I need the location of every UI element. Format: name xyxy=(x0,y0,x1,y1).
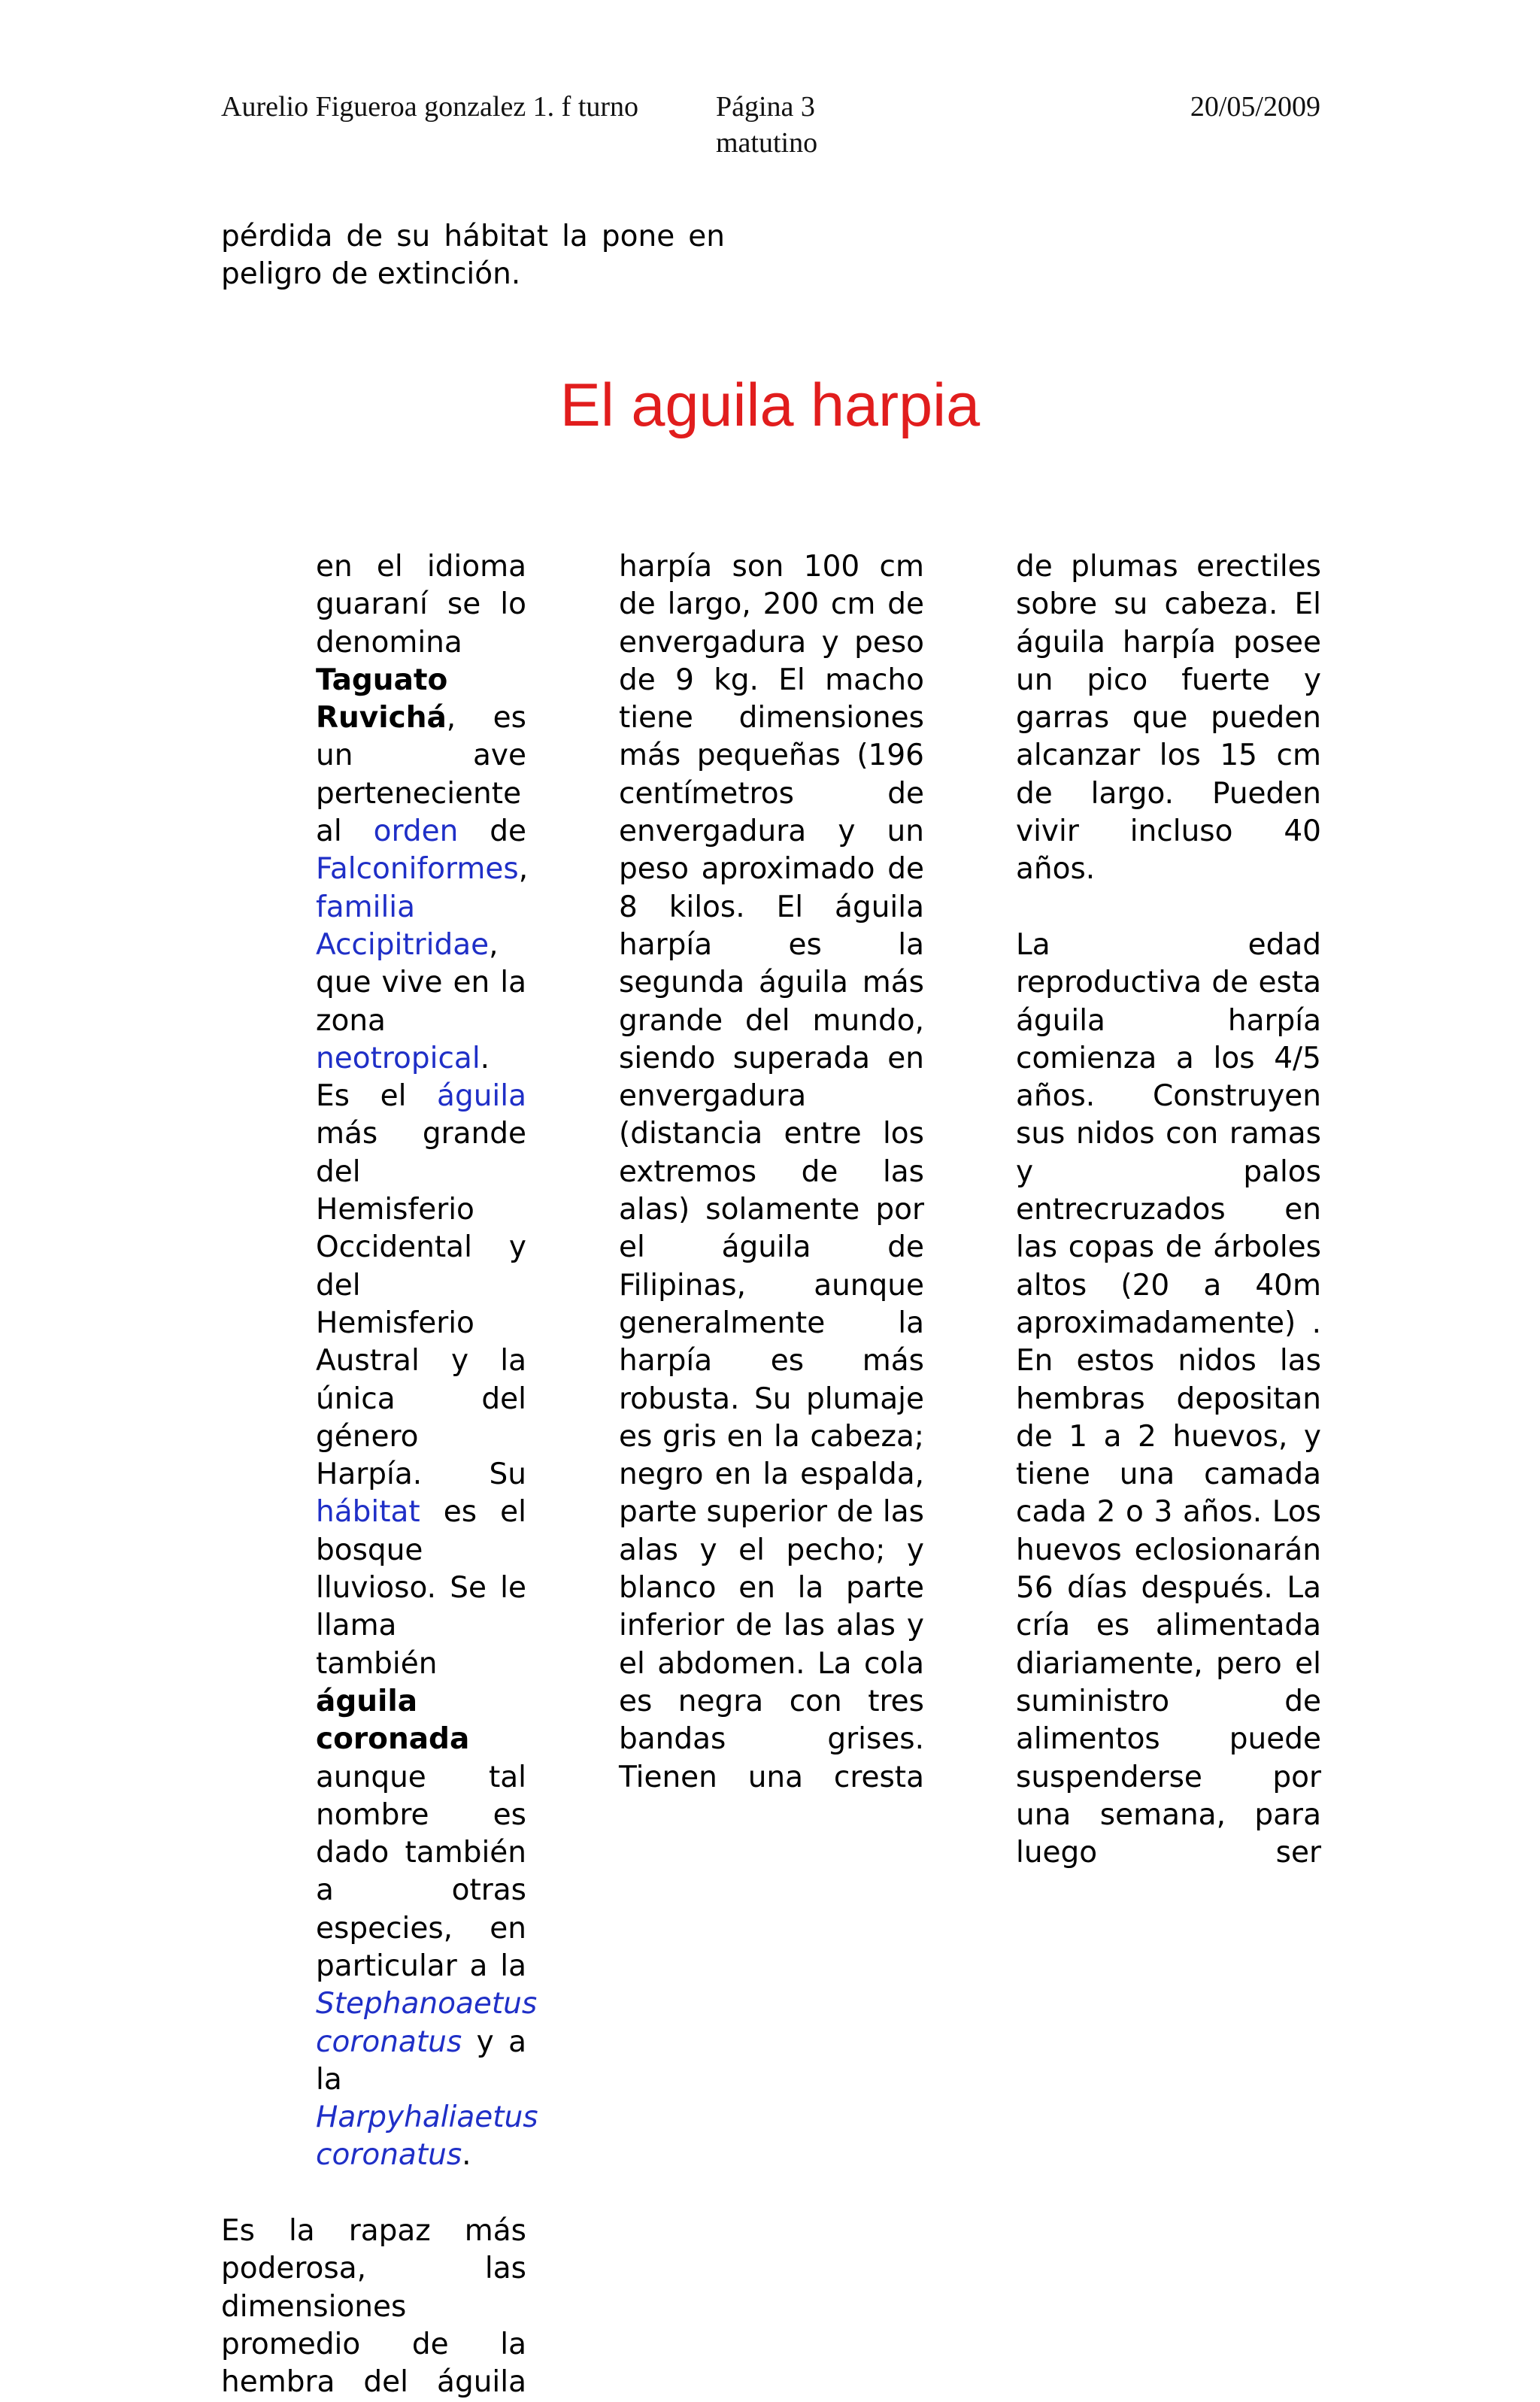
text-span: aunque tal nombre es dado también a otras especies, en particular a la xyxy=(316,1760,526,1983)
text-span: , es un ave perteneciente al xyxy=(316,701,526,849)
text-span: . xyxy=(462,2138,471,2173)
header-shift: matutino xyxy=(716,127,818,159)
text-span: . Es el xyxy=(316,1041,490,1114)
column-1-paragraph-2: Es la rapaz más poderosa, las dimensiones promedio de la hembra del águila xyxy=(221,2214,526,2400)
link-aguila[interactable]: águila xyxy=(437,1079,526,1114)
bold-term-aguila-coronada: águila coronada xyxy=(316,1684,470,1757)
text-span: y a la xyxy=(316,2024,526,2097)
column-1-paragraph-1 xyxy=(221,548,538,2175)
header-page-number: Página 3 xyxy=(716,91,815,123)
bold-term-taguato: Taguato Ruvichá xyxy=(316,663,448,735)
link-familia-accipitridae[interactable]: familia Accipitridae xyxy=(316,890,490,962)
column-2-paragraph-1: harpía son 100 cm de largo, 200 cm de envergadura y peso de 9 kg. El macho tiene dimensiones más pequeñas (196 centímetros de envergadura y un peso aproximado de 8 kilos. El águila harpía es la segunda águila más grande del mundo, siendo superada en envergadura (distancia entre los extremos de las alas) solamente por el águila de Filipinas, aunque generalmente la harpía es más robusta. Su plumaje es gris en la cabeza; negro en la espalda, parte superior de las alas y el pecho; y blanco en la parte inferior de las alas y el abdomen. La cola es negra con tres bandas grises. Tienen una cresta xyxy=(619,550,924,1794)
column-3-paragraph-2: La edad reproductiva de esta águila harpía comienza a los 4/5 años. Construyen sus nidos con ramas y palos entrecruzados en las copas de árboles altos (20 a 40m aproximadamente) . En estos nidos las hembras depositan de 1 a 2 huevos, y tiene una camada cada 2 o 3 años. Los huevos eclosionarán 56 días después. La cría es alimentada diariamente, pero el suministro de alimentos puede suspenderse por una semana, para luego ser xyxy=(1016,927,1321,1870)
intro-paragraph: pérdida de su hábitat la pone en peligro de extinción. xyxy=(221,220,725,291)
column-3 xyxy=(1016,548,1321,1872)
header-page-info xyxy=(716,89,896,161)
column-3-paragraph-1: de plumas erectiles sobre su cabeza. El águila harpía posee un pico fuerte y garras que pueden alcanzar los 15 cm de largo. Pueden vivir incluso 40 años. xyxy=(1016,550,1321,887)
text-span: en el idioma guaraní se lo denomina xyxy=(316,550,526,660)
text-span: más grande del Hemisferio Occidental y del Hemisferio Austral y la única del género Harpía. Su xyxy=(316,1117,526,1492)
article-title: El aguila harpia xyxy=(559,372,981,439)
paragraph-gap xyxy=(221,2175,526,2212)
text-span: , que vive en la zona xyxy=(316,927,526,1038)
link-harpyhaliaetus[interactable]: Harpyhaliaetus coronatus xyxy=(316,2100,538,2173)
link-stephanoaetus[interactable]: Stephanoaetus coronatus xyxy=(316,1987,538,2059)
column-1 xyxy=(221,548,538,2402)
header-date: 20/05/2009 xyxy=(1190,91,1320,123)
link-falconiformes[interactable]: Falconiformes xyxy=(316,852,519,887)
link-orden[interactable]: orden xyxy=(373,814,459,849)
link-neotropical[interactable]: neotropical xyxy=(316,1041,480,1075)
text-span: , xyxy=(518,852,529,887)
link-habitat[interactable]: hábitat xyxy=(316,1495,420,1530)
column-2 xyxy=(619,548,924,1797)
text-span: es el bosque lluvioso. Se le llama también xyxy=(316,1495,526,1681)
text-span: de xyxy=(458,814,526,849)
header-author: Aurelio Figueroa gonzalez 1. f turno xyxy=(221,91,639,123)
paragraph-gap xyxy=(1016,889,1321,927)
